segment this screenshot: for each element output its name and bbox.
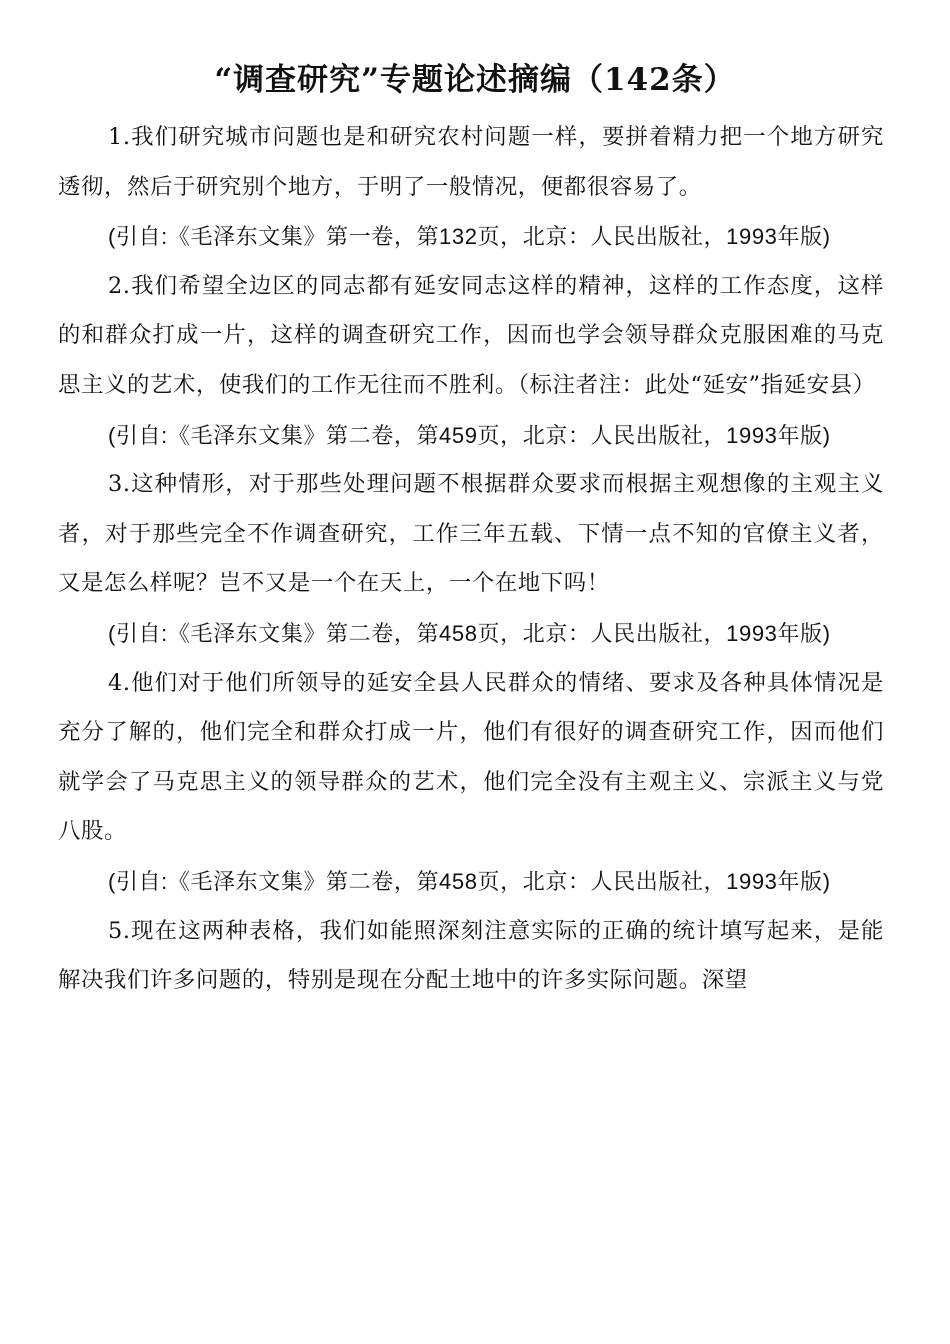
entry-5-text: 5.现在这两种表格，我们如能照深刻注意实际的正确的统计填写起来，是能解决我们许多问题的，特别是现在分配土地中的许多实际问题。深望 [58, 917, 884, 994]
entry-2-citation: (引自:《毛泽东文集》第二卷，第459页，北京：人民出版社，1993年版) [108, 422, 831, 448]
document-body [58, 113, 884, 1006]
entry-2-text: 2.我们希望全边区的同志都有延安同志这样的精神，这样的工作态度，这样的和群众打成一片，这样的调查研究工作，因而也学会领导群众克服困难的马克思主义的艺术，使我们的工作无往而不胜利。（标注者注：此处“延安”指延安县） [58, 272, 884, 398]
entry-4-citation: (引自:《毛泽东文集》第二卷，第458页，北京：人民出版社，1993年版) [108, 868, 831, 894]
document-title: “调查研究”专题论述摘编（142条） [214, 62, 736, 98]
entry-1-citation: (引自:《毛泽东文集》第一卷，第132页，北京：人民出版社，1993年版) [108, 224, 831, 250]
entry-1-text: 1.我们研究城市问题也是和研究农村问题一样，要拼着精力把一个地方研究透彻，然后于研究别个地方，于明了一般情况，便都很容易了。 [58, 124, 884, 200]
entry-3-citation: (引自:《毛泽东文集》第二卷，第458页，北京：人民出版社，1993年版) [108, 620, 831, 646]
entry-4-text: 4.他们对于他们所领导的延安全县人民群众的情绪、要求及各种具体情况是充分了解的，他们完全和群众打成一片，他们有很好的调查研究工作，因而他们就学会了马克思主义的领导群众的艺术，他们完全没有主观主义、宗派主义与党八股。 [58, 669, 884, 845]
entry-3-text: 3.这种情形，对于那些处理问题不根据群众要求而根据主观想像的主观主义者，对于那些完全不作调查研究，工作三年五载、下情一点不知的官僚主义者，又是怎么样呢？岂不又是一个在天上，一个在地下吗！ [58, 471, 884, 597]
